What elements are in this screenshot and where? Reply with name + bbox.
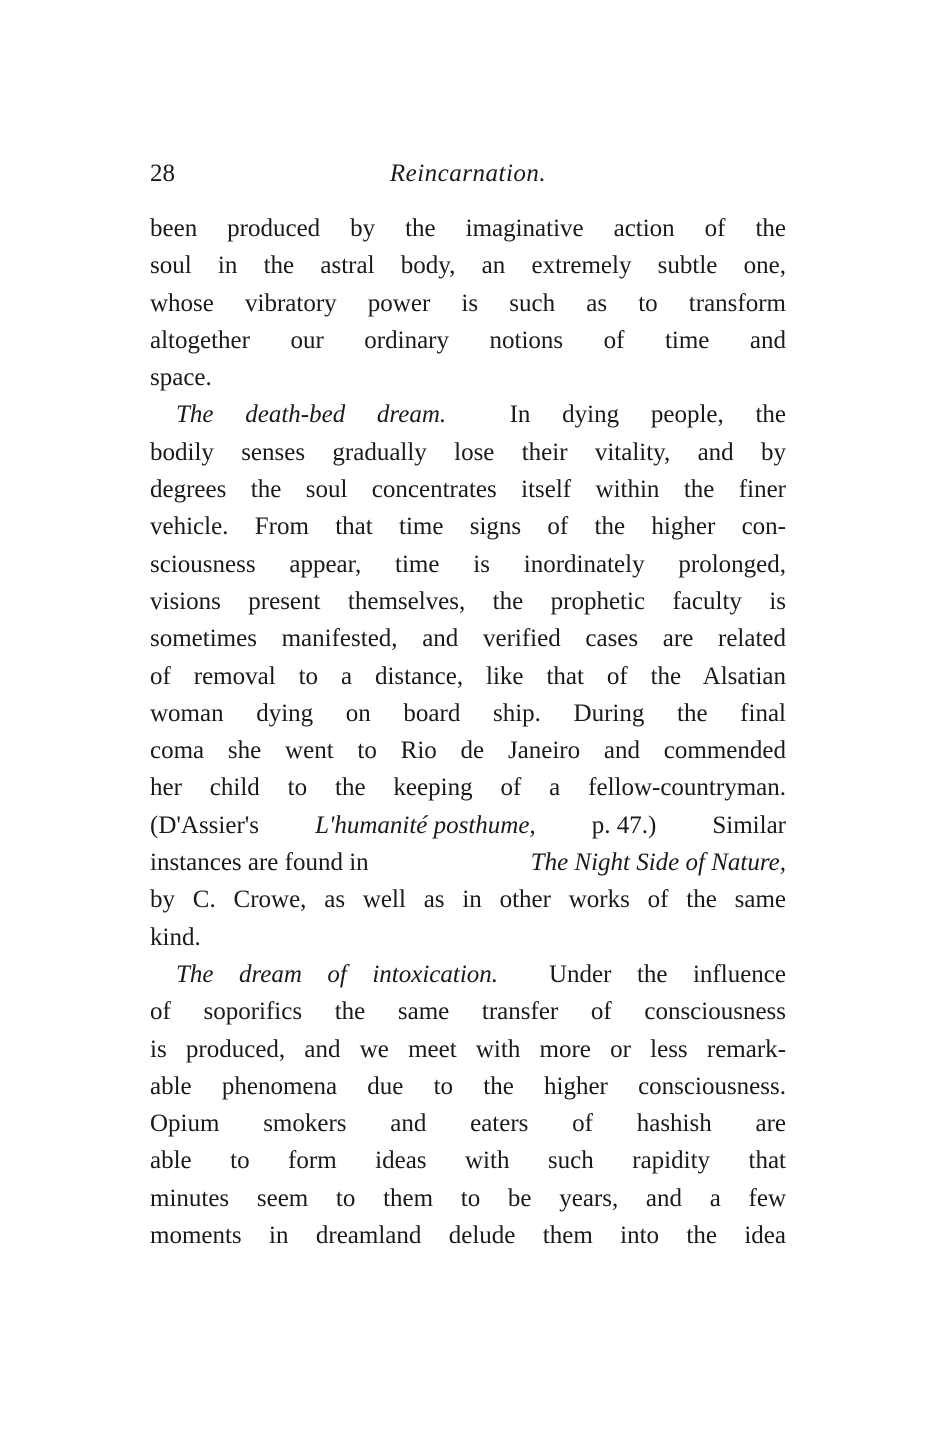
text-line: whose vibratory power is such as to transform [150, 289, 786, 317]
paragraph-continuation [150, 210, 786, 396]
text-line: bodily senses gradually lose their vitality, and by [150, 438, 786, 466]
text-line: vehicle. From that time signs of the higher con- [150, 513, 786, 541]
cited-book-title: L'humanité posthume, [315, 811, 536, 839]
text-line: is produced, and we meet with more or less remark- [150, 1035, 786, 1063]
text-line-citation: instances are found in The Night Side of Nature, [150, 844, 786, 881]
text-line: of soporifics the same transfer of consciousness [150, 998, 786, 1026]
text-line: sometimes manifested, and verified cases are related [150, 625, 786, 653]
text-line: moments in dreamland delude them into the idea [150, 1222, 786, 1250]
page-header [150, 160, 786, 200]
section-lead: The dream of intoxication. [176, 960, 499, 988]
cited-book-title: The Night Side of Nature, [530, 849, 786, 877]
text-line: able to form ideas with such rapidity that [150, 1147, 786, 1175]
paragraph-dream-of-intoxication [150, 956, 786, 1254]
section-lead: The death-bed dream. [176, 401, 447, 429]
text-line: been produced by the imaginative action of the [150, 215, 786, 242]
text-line: coma she went to Rio de Janeiro and commended [150, 737, 786, 765]
paragraph-death-bed-dream [150, 396, 786, 955]
text-line: minutes seem to them to be years, and a few [150, 1184, 786, 1212]
text-line: degrees the soul concentrates itself within the finer [150, 476, 786, 504]
text-line: visions present themselves, the prophetic faculty is [150, 587, 786, 615]
text-line: altogether our ordinary notions of time and [150, 326, 786, 354]
text-line: woman dying on board ship. During the final [150, 699, 786, 727]
page-number: 28 [150, 160, 175, 187]
text-line-citation: (D'Assier's L'humanité posthume, p. 47.) Similar [150, 807, 786, 844]
book-page [150, 160, 786, 1254]
text-line: Opium smokers and eaters of hashish are [150, 1110, 786, 1138]
text-line: The death-bed dream. In dying people, the [176, 401, 787, 429]
text-line: kind. [150, 923, 201, 951]
text-line: soul in the astral body, an extremely subtle one, [150, 252, 786, 280]
text-line: of removal to a distance, like that of the Alsatian [150, 662, 786, 690]
text-line: sciousness appear, time is inordinately prolonged, [150, 550, 786, 578]
page-reference: p. 47.) [591, 811, 657, 839]
text-line: by C. Crowe, as well as in other works of the same [150, 886, 786, 914]
body-text [150, 210, 786, 1254]
text-line: able phenomena due to the higher consciousness. [150, 1072, 786, 1100]
text-line: her child to the keeping of a fellow-countryman. [150, 774, 786, 802]
running-title: Reincarnation. [389, 160, 547, 187]
text-line: space. [150, 364, 212, 392]
text-line: The dream of intoxication. Under the influence [176, 960, 786, 988]
